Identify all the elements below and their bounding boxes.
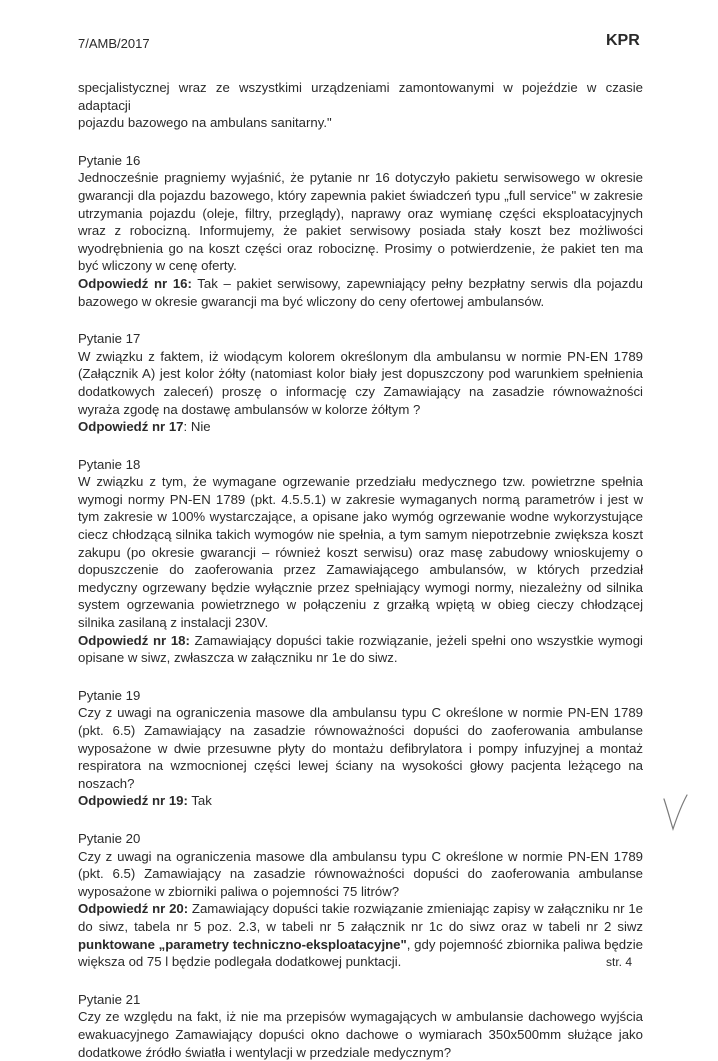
question-17-title: Pytanie 17 [78,331,141,347]
answer-19 [78,792,643,810]
answer-16 [78,275,643,310]
answer-20-label: Odpowiedź nr 20: [78,901,189,917]
question-18-title: Pytanie 18 [78,456,141,472]
organization-code: KPR [606,32,640,49]
question-20-title: Pytanie 20 [78,830,141,846]
question-19-title: Pytanie 19 [78,687,141,703]
intro-line-2: pojazdu bazowego na ambulans sanitarny." [78,115,332,131]
answer-20-bold: punktowane „parametry techniczno-eksploatacyjne" [78,936,407,952]
answer-17 [78,418,643,436]
answer-17-text: : Nie [183,419,211,435]
question-18-text: W związku z tym, że wymagane ogrzewanie przedziału medycznego tzw. powietrzne spełnia wymogi normy PN-EN 1789 (pkt. 4.5.5.1) w zakresie wymaganych normą parametrów i jest w tym zakresie w 100% wystarczające, a opisane jako wymóg ogrzewanie wodne wykorzystujące ciecz chłodzącą silnika takich wymogów nie spełnia, a tym samym niepotrzebnie zwiększa koszt zakupu (po okresie gwarancji – również koszt serwisu) oraz masę zabudowy wnioskujemy o dopuszczenie do zaoferowania przez Zamawiającego ambulansów, w których przedział medyczny ogrzewany będzie wyłącznie przez spełniający wymogi normy, niezależny od silnika system ogrzewania powietrznego w połączeniu z grzałką wpiętą w obieg cieczy chłodzącej silnika zasilaną z instalacji 230V. [78,474,643,631]
document-reference: 7/AMB/2017 [78,36,150,51]
answer-16-label: Odpowiedź nr 16: [78,275,192,291]
answer-18-text: Zamawiający dopuści takie rozwiązanie, jeżeli spełni ono wszystkie wymogi opisane w siwz, zwłaszcza w załączniku nr 1e do siwz. [78,632,643,666]
answer-16-text: Tak – pakiet serwisowy, zapewniający pełny bezpłatny serwis dla pojazdu bazowego w okresie gwarancji ma być wliczony do ceny ofertowej ambulansów. [78,275,644,309]
question-16-title: Pytanie 16 [78,152,141,168]
answer-18 [78,632,643,667]
intro-line-1: specjalistycznej wraz ze wszystkimi urządzeniami zamontowanymi w pojeździe w czasie adaptacji [78,80,643,113]
answer-20-text-1: Zamawiający dopuści takie rozwiązanie zmieniając zapisy w załączniku nr 1e do siwz, tabela nr 5 poz. 2.3, w tabeli nr 5 załącznik nr 1c do siwz oraz w tabeli nr 2 siwz [78,901,643,934]
answer-17-label: Odpowiedź nr 17 [78,419,184,435]
question-19-text: Czy z uwagi na ograniczenia masowe dla ambulansu typu C określone w normie PN-EN 1789 (pkt. 6.5) Zamawiający na zasadzie równoważności dopuści do zaoferowania ambulanse wyposażone w dwie przesuwne płyty do montażu defibrylatora i pompy infuzyjnej a montaż respiratora na wzmocnionej części lewej ściany na wysokości głowy pacjenta leżącego na noszach? [78,705,643,791]
document-body [78,79,643,1061]
answer-20-text-2: , gdy pojemność zbiornika paliwa będzie większa od 75 l będzie podlegała dodatkowej punktacji. [78,936,644,970]
answer-19-label: Odpowiedź nr 19: [78,793,188,809]
answer-20 [78,900,643,970]
question-21-text: Czy ze względu na fakt, iż nie ma przepisów wymagających w ambulansie dachowego wyjścia ewakuacyjnego Zamawiający dopuści okno dachowe o wymiarach 350x500mm służące jako dodatkowe źródło światła i wentylacji w przedziale medycznym? [78,1009,643,1060]
answer-18-label: Odpowiedź nr 18: [78,632,190,648]
page-number: str. 4 [606,955,633,969]
handwritten-checkmark-icon [662,793,690,833]
question-16-text: Jednocześnie pragniemy wyjaśnić, że pytanie nr 16 dotyczyło pakietu serwisowego w okresie gwarancji dla pojazdu bazowego, który zapewnia pakiet świadczeń typu „full service" w zakresie utrzymania pojazdu (oleje, filtry, przeglądy), naprawy oraz wymianę części eksploatacyjnych wraz z robocizną. Informujemy, że pakiet serwisowy posiada stały koszt bez możliwości wyodrębnienia go na koszt części oraz robociznę. Prosimy o potwierdzenie, że pakiet ten ma być wliczony w cenę oferty. [78,170,643,274]
question-20-text: Czy z uwagi na ograniczenia masowe dla ambulansu typu C określone w normie PN-EN 1789 (pkt. 6.5) Zamawiający na zasadzie równoważności dopuści do zaoferowania ambulanse wyposażone w zbiorniki paliwa o pojemności 75 litrów? [78,848,643,899]
question-21-title: Pytanie 21 [78,991,141,1007]
answer-19-text: Tak [187,793,212,809]
question-17-text: W związku z faktem, iż wiodącym kolorem określonym dla ambulansu w normie PN-EN 1789 (Załącznik A) jest kolor żółty (natomiast kolor biały jest dopuszczony pod warunkiem spełnienia dodatkowych zaleceń) proszę o informację czy Zamawiający na zasadzie równoważności wyraża zgodę na dostawę ambulansów w kolorze żółtym ? [78,348,643,417]
